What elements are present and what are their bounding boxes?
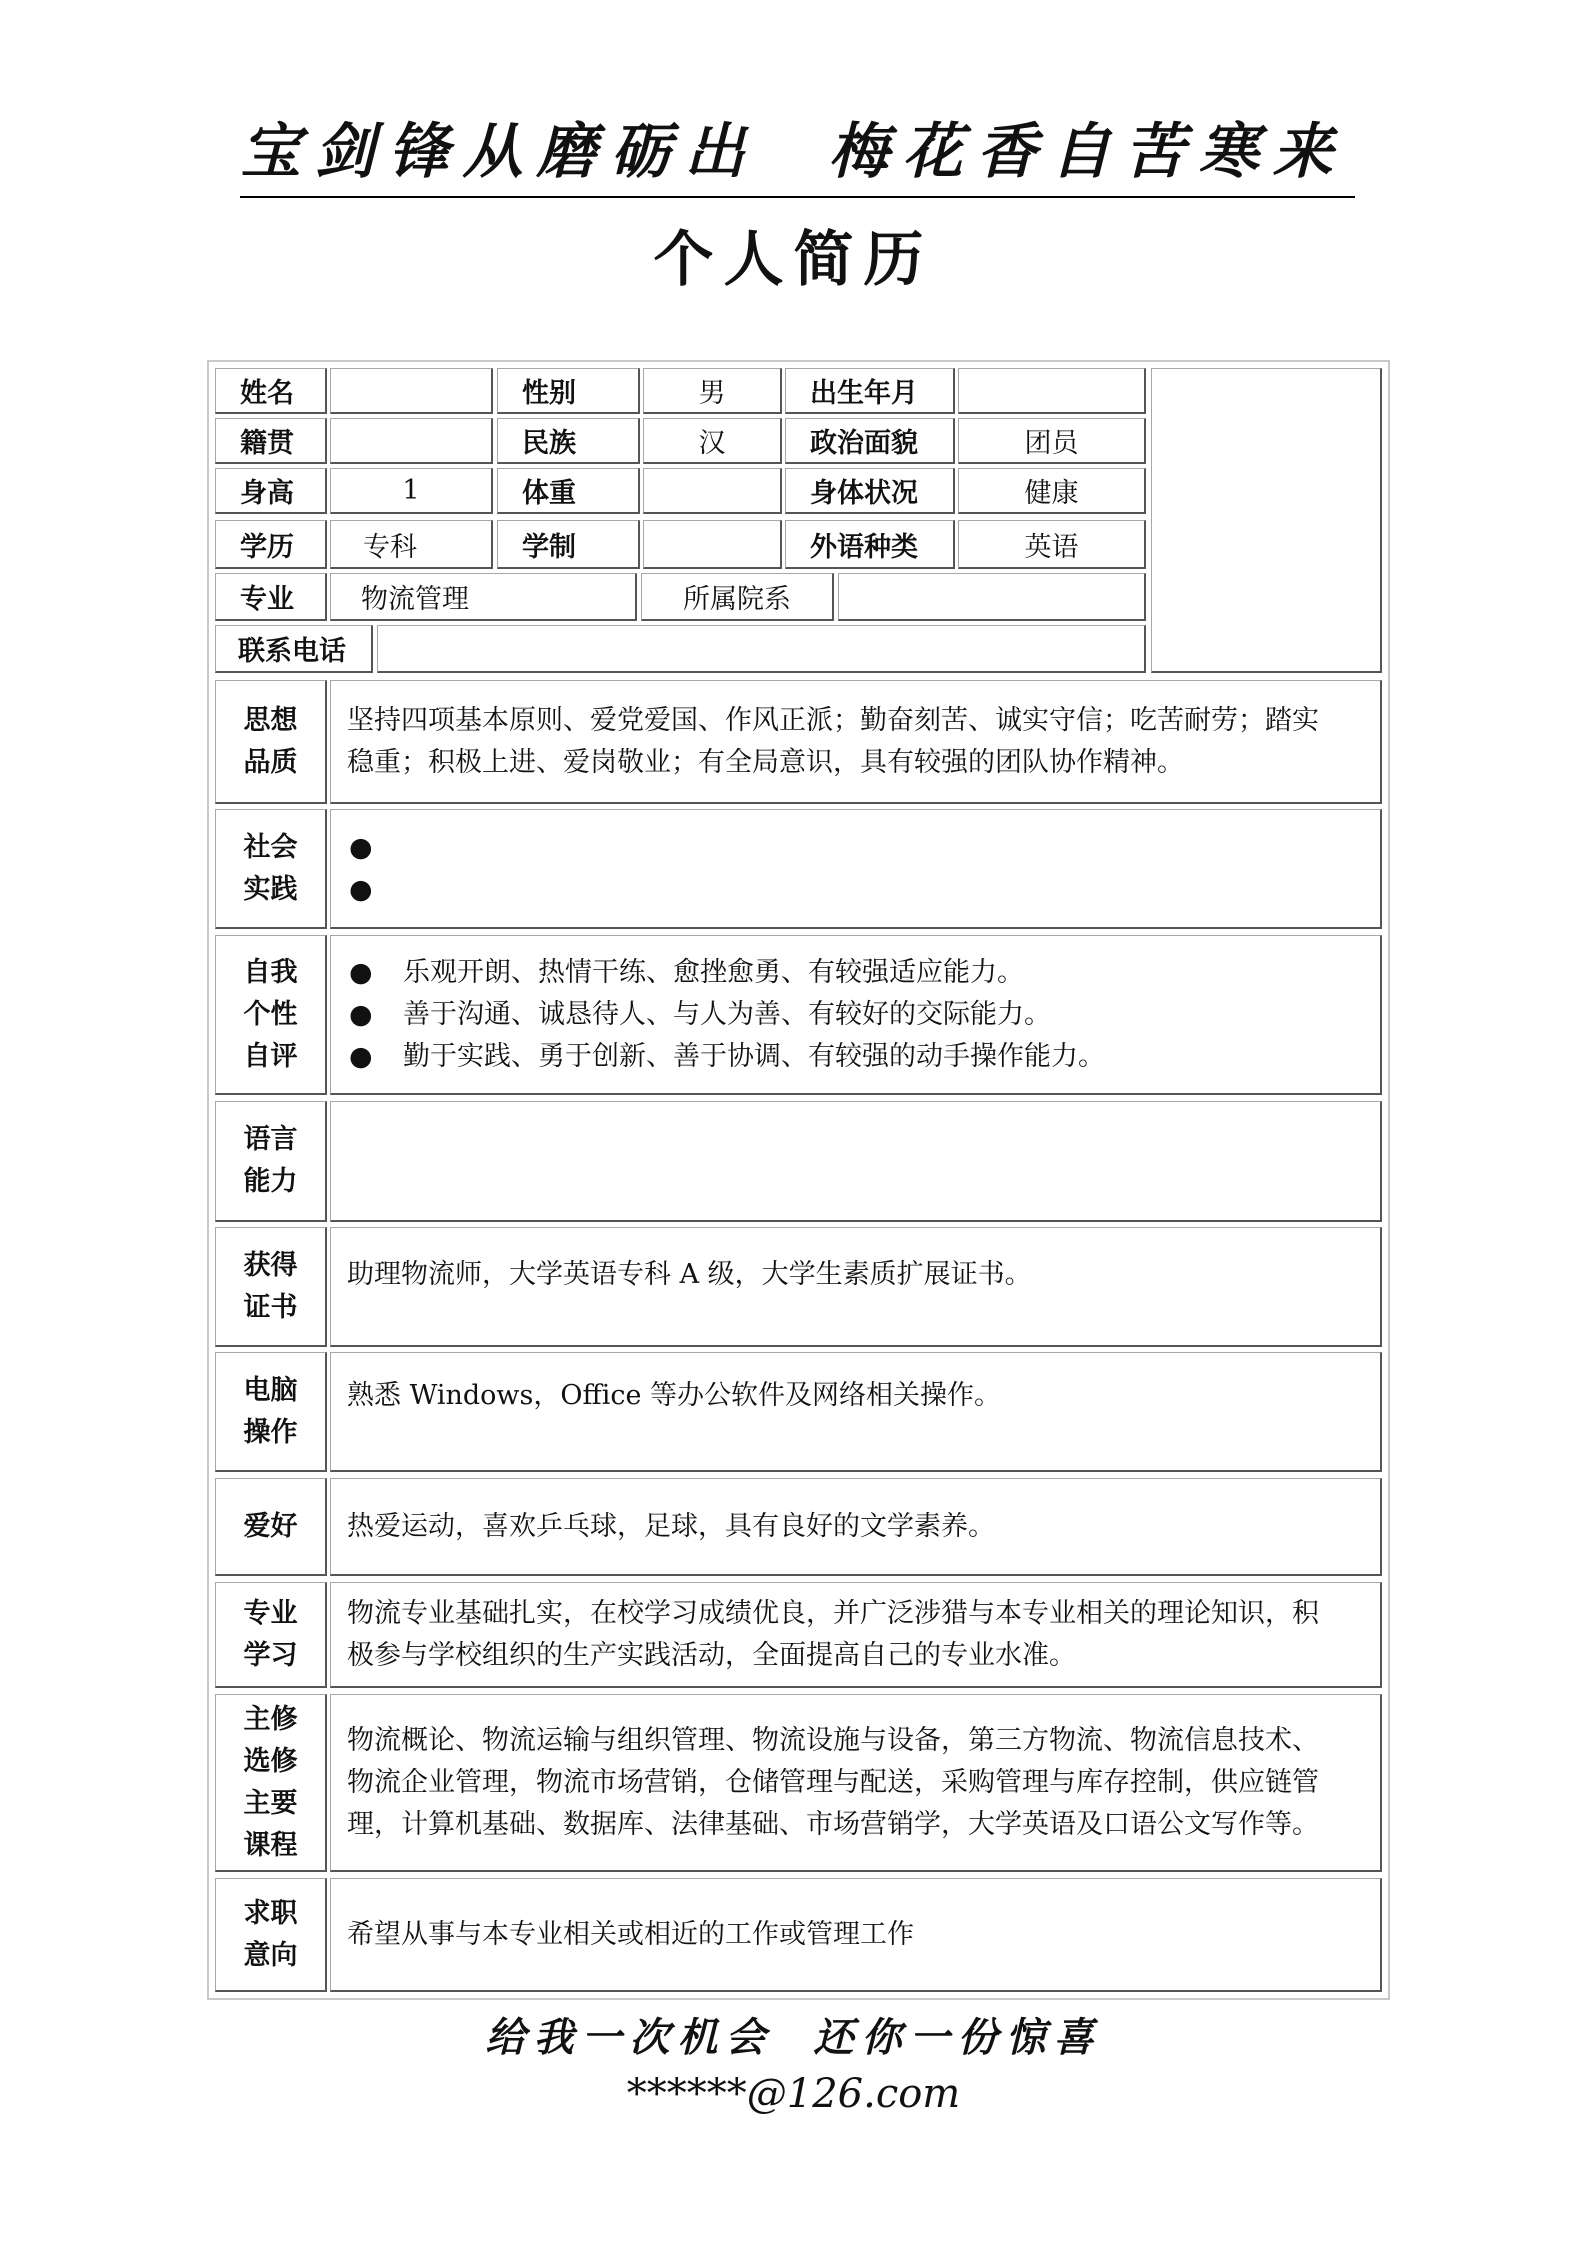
birth-value: [958, 368, 1146, 414]
social-content: [330, 809, 1382, 929]
footer-email[interactable]: ******@126.com: [626, 2071, 961, 2117]
courses-content: [330, 1694, 1382, 1872]
social-bullet-1: ●: [349, 831, 373, 863]
ethnic-label: 民族: [497, 418, 640, 464]
motto-right: 梅花香自苦寒来: [828, 117, 1347, 187]
phone-value: [377, 625, 1146, 673]
photo-box: [1151, 368, 1382, 673]
ideology-line-2: 稳重；积极上进、爱岗敬业；有全局意识，具有较强的团队协作精神。: [347, 746, 1184, 778]
native-label: 籍贯: [215, 418, 327, 464]
lang-label: 外语种类: [785, 520, 955, 569]
study-line-2: 极参与学校组织的生产实践活动，全面提高自己的专业水准。: [347, 1639, 1076, 1671]
bullet-icon: ●: [349, 1040, 373, 1072]
motto: [0, 112, 1587, 192]
gender-label: 性别: [497, 368, 640, 414]
hobby-content: 热爱运动，喜欢乒乓球，足球，具有良好的文学素养。: [330, 1478, 1382, 1576]
computer-label-2: 操作: [243, 1416, 298, 1448]
certificates-label: [215, 1227, 327, 1347]
study-content: [330, 1582, 1382, 1688]
objective-label-1: 求职: [243, 1897, 298, 1929]
self-eval-label-1: 自我: [243, 956, 298, 988]
ideology-line-1: 坚持四项基本原则、爱党爱国、作风正派；勤奋刻苦、诚实守信；吃苦耐劳；踏实: [347, 704, 1319, 736]
gender-value: 男: [643, 368, 782, 414]
social-label-2: 实践: [243, 873, 298, 905]
computer-label-1: 电脑: [243, 1374, 298, 1406]
courses-line-2: 物流企业管理，物流市场营销，仓储管理与配送，采购管理与库存控制，供应链管: [347, 1766, 1319, 1798]
study-label-2: 学习: [243, 1639, 298, 1671]
ideology-label: [215, 680, 327, 804]
dept-value: [838, 573, 1146, 621]
computer-label: [215, 1352, 327, 1472]
objective-label: [215, 1878, 327, 1992]
footer-slogan-right: 还你一份惊喜: [813, 2014, 1102, 2061]
name-label: 姓名: [215, 368, 327, 414]
page-title: 个人简历: [653, 225, 934, 295]
objective-content: 希望从事与本专业相关或相近的工作或管理工作: [330, 1878, 1382, 1992]
list-item: [349, 1036, 1105, 1078]
courses-label-3: 主要: [243, 1787, 298, 1819]
computer-content: 熟悉 Windows，Office 等办公软件及网络相关操作。: [330, 1352, 1382, 1472]
objective-label-2: 意向: [243, 1939, 298, 1971]
major-value: 物流管理: [330, 573, 637, 621]
political-value: 团员: [958, 418, 1146, 464]
language-label-2: 能力: [243, 1166, 298, 1197]
courses-label-1: 主修: [243, 1703, 298, 1735]
social-label-1: 社会: [243, 831, 298, 863]
self-eval-item: 乐观开朗、热情干练、愈挫愈勇、有较强适应能力。: [403, 956, 1024, 988]
footer-slogan: [0, 2008, 1587, 2068]
self-eval-list: [349, 952, 1105, 1078]
social-bullet-2: ●: [349, 873, 373, 905]
ideology-label-1: 思想: [243, 704, 298, 736]
certificates-content: 助理物流师，大学英语专科 A 级，大学生素质扩展证书。: [330, 1227, 1382, 1347]
self-eval-item: 勤于实践、勇于创新、善于协调、有较强的动手操作能力。: [403, 1040, 1105, 1072]
list-item: [349, 952, 1105, 994]
ethnic-value: 汉: [643, 418, 782, 464]
edu-label: 学历: [215, 520, 327, 569]
social-label: [215, 809, 327, 929]
courses-label-2: 选修: [243, 1745, 298, 1777]
duration-label: 学制: [497, 520, 640, 569]
certificates-label-2: 证书: [243, 1291, 298, 1323]
major-label: 专业: [215, 573, 327, 621]
weight-label: 体重: [497, 468, 640, 514]
language-label-1: 语言: [243, 1124, 298, 1155]
courses-line-3: 理，计算机基础、数据库、法律基础、市场营销学，大学英语及口语公文写作等。: [347, 1808, 1319, 1840]
courses-line-1: 物流概论、物流运输与组织管理、物流设施与设备，第三方物流、物流信息技术、: [347, 1724, 1319, 1756]
dept-label: 所属院系: [641, 573, 834, 621]
certificates-label-1: 获得: [243, 1249, 298, 1281]
ideology-label-2: 品质: [243, 746, 298, 778]
self-eval-item: 善于沟通、诚恳待人、与人为善、有较好的交际能力。: [403, 998, 1051, 1030]
courses-label: [215, 1694, 327, 1872]
health-label: 身体状况: [785, 468, 955, 514]
ideology-content: [330, 680, 1382, 804]
language-content: [330, 1101, 1382, 1222]
self-eval-label-2: 个性: [243, 998, 298, 1030]
native-value: [330, 418, 493, 464]
motto-left: 宝剑锋从磨砺出: [240, 117, 759, 187]
bullet-icon: ●: [349, 998, 373, 1030]
courses-label-4: 课程: [243, 1829, 298, 1861]
language-label: [215, 1101, 327, 1222]
height-value: 1: [330, 468, 493, 514]
hobby-label: 爱好: [215, 1478, 327, 1576]
lang-value: 英语: [958, 520, 1146, 569]
self-eval-label-3: 自评: [243, 1040, 298, 1072]
bullet-icon: ●: [349, 956, 373, 988]
header-divider: [240, 196, 1355, 198]
phone-label: 联系电话: [215, 625, 373, 673]
weight-value: [643, 468, 782, 514]
list-item: [349, 994, 1105, 1036]
edu-value: 专科: [330, 520, 493, 569]
self-eval-content: [330, 935, 1382, 1095]
height-label: 身高: [215, 468, 327, 514]
study-label: [215, 1582, 327, 1688]
self-eval-label: [215, 935, 327, 1095]
political-label: 政治面貌: [785, 418, 955, 464]
study-line-1: 物流专业基础扎实，在校学习成绩优良，并广泛涉猎与本专业相关的理论知识，积: [347, 1597, 1319, 1629]
duration-value: [643, 520, 782, 569]
health-value: 健康: [958, 468, 1146, 514]
birth-label: 出生年月: [785, 368, 955, 414]
study-label-1: 专业: [243, 1597, 298, 1629]
footer-slogan-left: 给我一次机会: [485, 2014, 774, 2061]
name-value: [330, 368, 493, 414]
